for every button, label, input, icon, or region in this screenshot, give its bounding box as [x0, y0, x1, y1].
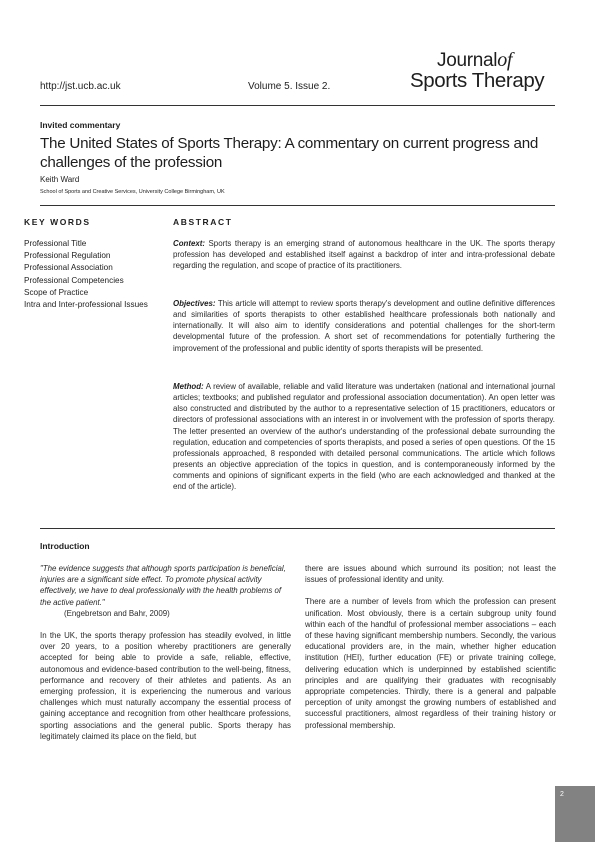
article-category: Invited commentary [40, 120, 121, 130]
method-text: A review of available, reliable and valid literature was undertaken (national and international journal articles; textbooks; and published regulator and professional association documentation). An open letter was also constructed and distributed by the author to a representative selection of 15 practitioners, educators or directors of professional associations with an interest in or involvement with the profession of sports therapy. The letter presented an overview of the author's understanding of the professional debate surrounding the regulation, education and competencies of sports therapists, and posed a series of open questions. Of the 15 professionals approached, 8 responded with detailed personal communications. The article which follows presents an objective appreciation of the topics in question, and is contemporaneously informed by the comments and opinions of significant experts in the field (who are each acknowledged and thanked at the end of the article). [173, 382, 555, 492]
method-label: Method: [173, 382, 204, 391]
context-text: Sports therapy is an emerging strand of autonomous healthcare in the UK. The sports therapy profession has developed and established itself against a backdrop of inter and intra-professional debate regarding the regulation, and scope of practice of its practitioners. [173, 239, 555, 271]
author-name: Keith Ward [40, 175, 80, 184]
keyword-item: Scope of Practice [24, 287, 89, 297]
header-rule [40, 105, 555, 106]
intro-paragraph: There are a number of levels from which the profession can present unification. Most obviously, there is a certain subgroup unity found within each of the handful of professional member associations – each of these having significant membership numbers. Secondly, the various educational providers are, in the main, whether higher education institution (HEI), further education (FE) or private training college, delivering education which is underpinned by established scientific principles and are qualifying their graduates with recognisably appropriate competencies. Thirdly, there is a general and palpable perception of unity amongst the growing numbers of established and successful practitioners, almost regardless of their training history or professional membership. [305, 597, 556, 730]
quote-citation: (Engebretson and Bahr, 2009) [64, 608, 170, 618]
keyword-item: Professional Association [24, 263, 113, 273]
article-title: The United States of Sports Therapy: A commentary on current progress and challenges of the profession [40, 135, 539, 171]
objectives-label: Objectives: [173, 299, 216, 308]
keyword-item: Intra and Inter-professional Issues [24, 300, 148, 310]
logo-line-1 [410, 50, 560, 70]
abstract-objectives [173, 298, 555, 354]
abstract-method [173, 381, 555, 493]
author-affiliation: School of Sports and Creative Services, University College Birmingham, UK [40, 189, 225, 195]
introduction-heading: Introduction [40, 541, 90, 551]
intro-left-column [40, 563, 291, 742]
keywords-heading: KEY WORDS [24, 217, 91, 227]
intro-quote: "The evidence suggests that although sports participation is beneficial, injuries are a significant side effect. To promote physical activity effectively, we have to deal professionally with the health problems of the active patient." [40, 564, 286, 607]
context-label: Context: [173, 239, 205, 248]
volume-issue: Volume 5. Issue 2. [248, 81, 331, 92]
intro-paragraph-continued: there are issues abound which surround its position; not least the issues of professional identity and unity. [305, 564, 556, 585]
objectives-text: This article will attempt to review sports therapy's development and outline definitive differences and similarities of sports therapists to other established healthcare professionals both nationally and internationally. It will also aim to identify considerations and potential challenges for the short-term developmental future of the profession. A short set of recommendations for potentially furthering the improvement of the professional and public identity of sports therapists will be presented. [173, 299, 555, 353]
title-rule [40, 205, 555, 206]
keyword-item: Professional Title [24, 239, 87, 248]
abstract-context [173, 238, 555, 271]
keyword-item: Professional Competencies [24, 275, 124, 285]
journal-logo [410, 50, 560, 92]
logo-of: of [497, 49, 513, 71]
abstract-rule [40, 528, 555, 529]
logo-sports-therapy: Sports Therapy [410, 69, 545, 92]
abstract-heading: ABSTRACT [173, 217, 233, 227]
page-number-box [555, 786, 595, 842]
keywords-list [24, 238, 148, 311]
keyword-item: Professional Regulation [24, 251, 111, 261]
logo-journal: Journal [437, 50, 498, 71]
intro-right-column [305, 563, 556, 731]
intro-paragraph: In the UK, the sports therapy profession has steadily evolved, in little over 20 years, to a position whereby practitioners are generally accepted for being able to provide a safe, reliable, effective, autonomous and evidence-based contribution to the well-being, fitness, performance and recovery of their athletes and patients. As an emerging profession, it is experiencing the numerous and various challenges which must naturally accompany the essential process of gaining acceptance and recognition from other healthcare professions, sporting associations and the general public. Sports therapy has legitimately claimed its place on the field, but [40, 631, 291, 741]
journal-url: http://jst.ucb.ac.uk [40, 81, 121, 92]
page-number: 2 [560, 791, 564, 798]
